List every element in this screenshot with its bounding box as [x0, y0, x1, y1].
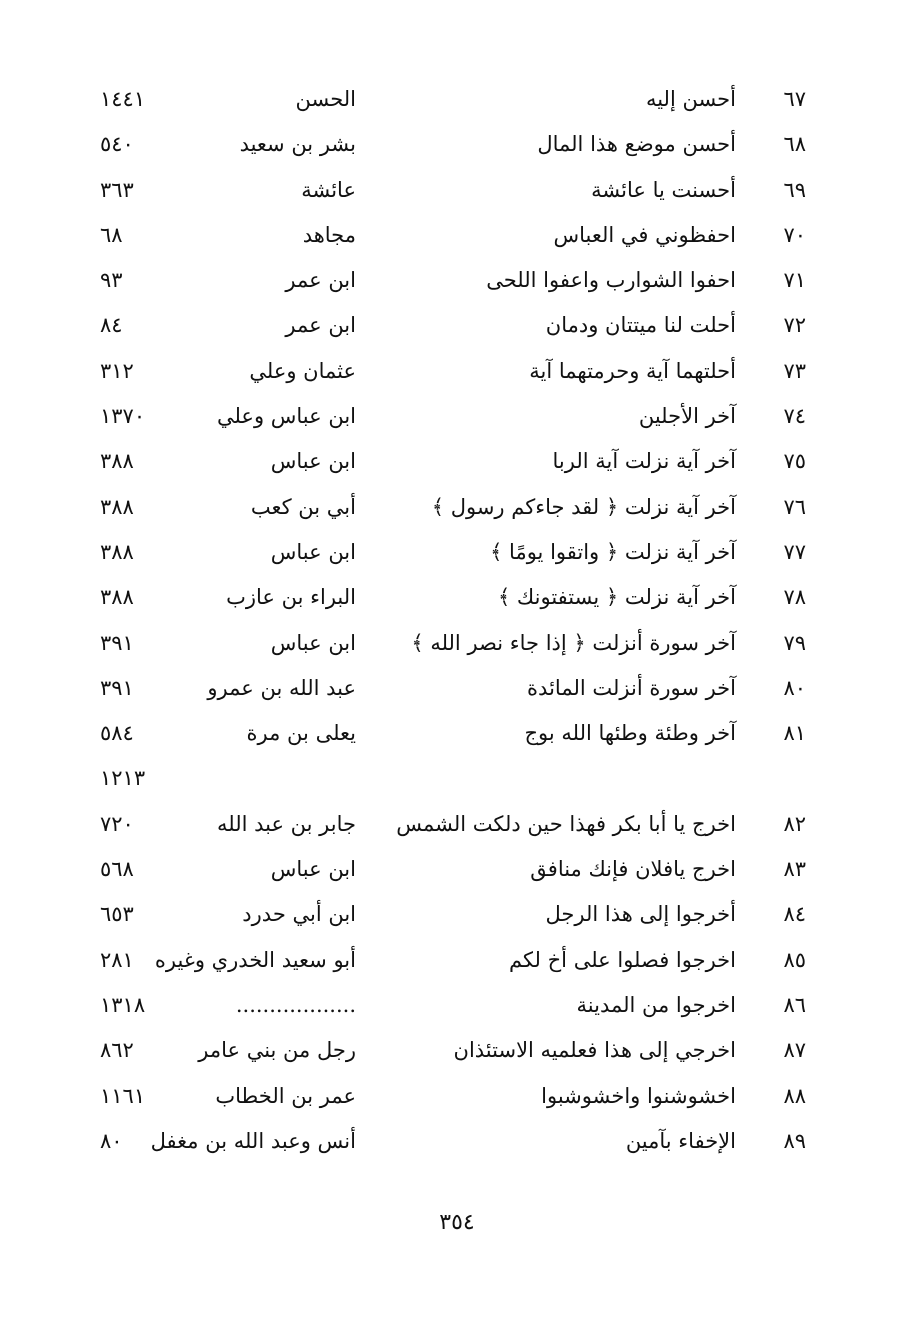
entry-title: اخرجوا فصلوا على أخ لكم: [508, 947, 736, 972]
entry-page: ١١٦١: [100, 1083, 146, 1108]
entry-number: ٨٨: [783, 1083, 806, 1108]
entry-page: ٣٨٨: [100, 539, 134, 564]
index-row: [100, 350, 820, 395]
entry-number: ٧٠: [783, 222, 806, 247]
entry-number: ٧٧: [783, 539, 806, 564]
index-row: [100, 259, 820, 304]
entry-narrator: عمر بن الخطاب: [215, 1083, 356, 1108]
continuation-page-ref: ١٢١٣: [100, 766, 146, 791]
entry-page: ٦٥٣: [100, 902, 134, 927]
entry-title: آخر سورة أنزلت المائدة: [527, 675, 736, 700]
index-row: [100, 984, 820, 1029]
entry-number: ٨٤: [783, 902, 806, 927]
index-row: [100, 622, 820, 667]
entry-narrator: ابن عباس: [270, 449, 356, 474]
entry-number: ٨٠: [783, 675, 806, 700]
entry-title: اخرج يافلان فإنك منافق: [530, 857, 736, 882]
entry-number: ٨٦: [783, 992, 806, 1017]
entry-number: ٧٩: [783, 630, 806, 655]
entry-title: الإخفاء بآمين: [625, 1128, 736, 1153]
entry-narrator: يعلى بن مرة: [246, 721, 356, 746]
entry-title: اخرجي إلى هذا فعلميه الاستئذان: [453, 1038, 736, 1063]
entry-number: ٨٥: [783, 947, 806, 972]
entry-narrator: ابن عباس وعلي: [216, 404, 356, 429]
entry-number: ٨٧: [783, 1038, 806, 1063]
entry-number: ٧٥: [783, 449, 806, 474]
entry-page: ٣٦٣: [100, 177, 134, 202]
index-row: [100, 848, 820, 893]
entry-number: ٨١: [783, 721, 806, 746]
entry-title: آخر الأجلين: [638, 404, 736, 429]
entry-narrator: ابن عمر: [285, 268, 356, 293]
entry-title: احفوا الشوارب واعفوا اللحى: [486, 268, 736, 293]
index-row: [100, 1075, 820, 1120]
entry-number: ٧٨: [783, 585, 806, 610]
entry-narrator: عائشة: [301, 177, 356, 202]
entry-number: ٦٧: [783, 87, 806, 111]
entry-narrator: عبد الله بن عمرو: [207, 675, 356, 700]
entry-page: ٥٤٠: [100, 132, 134, 157]
index-row: [100, 214, 820, 259]
entry-title: اخشوشنوا واخشوشبوا: [541, 1083, 736, 1108]
entry-page: ٣٨٨: [100, 494, 134, 519]
index-row: [100, 531, 820, 576]
entry-page: ٨٠: [100, 1128, 123, 1153]
entry-title: أحسنت يا عائشة: [591, 177, 736, 202]
entry-number: ٦٨: [783, 132, 806, 157]
entry-narrator: الحسن: [295, 87, 356, 111]
entry-number: ٦٩: [783, 177, 806, 202]
entry-page: ٣٩١: [100, 630, 134, 655]
entry-narrator: رجل من بني عامر: [198, 1038, 356, 1063]
entry-number: ٨٢: [783, 811, 806, 836]
entry-title: آخر آية نزلت ﴿ واتقوا يومًا ﴾: [490, 539, 736, 564]
entry-title: آخر آية نزلت ﴿ لقد جاءكم رسول ﴾: [431, 494, 736, 519]
entry-narrator: بشر بن سعيد: [239, 132, 356, 157]
entry-page: ٥٨٤: [100, 721, 134, 746]
entry-page: ١٣١٨: [100, 992, 146, 1017]
index-row: [100, 78, 820, 123]
entry-page: ٥٦٨: [100, 857, 134, 882]
entry-number: ٨٩: [783, 1128, 806, 1153]
entry-page: ٨٦٢: [100, 1038, 134, 1063]
index-row: [100, 803, 820, 848]
entry-title: أخرجوا إلى هذا الرجل: [545, 902, 736, 927]
entry-title: آخر آية نزلت آية الربا: [552, 449, 736, 474]
entry-page: ٧٢٠: [100, 811, 134, 836]
index-row: [100, 486, 820, 531]
entry-narrator: أبي بن كعب: [250, 494, 356, 519]
entry-number: ٧٢: [783, 313, 806, 338]
entry-title: اخرج يا أبا بكر فهذا حين دلكت الشمس: [396, 811, 736, 836]
entry-narrator: ..................: [235, 992, 356, 1017]
entry-narrator: أنس وعبد الله بن مغفل: [150, 1128, 356, 1153]
entry-narrator: مجاهد: [302, 222, 356, 247]
entry-page: ٣١٢: [100, 358, 134, 383]
entry-narrator: ابن أبي حدرد: [242, 902, 356, 927]
index-row: [100, 169, 820, 214]
entry-narrator: ابن عمر: [285, 313, 356, 338]
entry-page: ١٣٧٠: [100, 404, 146, 429]
entry-narrator: أبو سعيد الخدري وغيره: [154, 947, 356, 972]
entry-page: ١٤٤١: [100, 87, 146, 111]
index-row: [100, 576, 820, 621]
index-row: [100, 939, 820, 984]
entry-page: ٣٨٨: [100, 585, 134, 610]
entry-narrator: ابن عباس: [270, 630, 356, 655]
index-row: [100, 893, 820, 938]
entry-number: ٧١: [783, 268, 806, 293]
entry-title: احفظوني في العباس: [553, 222, 736, 247]
index-row: [100, 395, 820, 440]
continuation-page-row: [100, 757, 820, 802]
entry-title: آخر سورة أنزلت ﴿ إذا جاء نصر الله ﴾: [411, 630, 736, 655]
entry-title: أحلت لنا ميتتان ودمان: [545, 313, 736, 338]
index-row: [100, 712, 820, 757]
entry-page: ٦٨: [100, 222, 123, 247]
entry-narrator: جابر بن عبد الله: [216, 811, 356, 836]
index-row: [100, 440, 820, 485]
entry-narrator: عثمان وعلي: [249, 358, 356, 383]
index-row: [100, 1029, 820, 1074]
entry-page: ٨٤: [100, 313, 123, 338]
entry-narrator: البراء بن عازب: [226, 585, 356, 610]
page-number: ٣٥٤: [439, 1210, 475, 1235]
entry-number: ٨٣: [783, 857, 806, 882]
index-row: [100, 304, 820, 349]
entry-title: اخرجوا من المدينة: [576, 992, 736, 1017]
hadith-index-table: [100, 78, 820, 1165]
index-row: [100, 667, 820, 712]
entry-number: ٧٦: [783, 494, 806, 519]
entry-narrator: ابن عباس: [270, 539, 356, 564]
index-row: [100, 123, 820, 168]
entry-title: آخر وطئة وطئها الله بوج: [524, 721, 736, 746]
entry-title: أحسن موضع هذا المال: [537, 132, 736, 157]
index-row: [100, 1120, 820, 1165]
entry-number: ٧٣: [783, 358, 806, 383]
entry-title: أحلتهما آية وحرمتهما آية: [529, 358, 736, 383]
entry-narrator: ابن عباس: [270, 857, 356, 882]
entry-page: ٣٩١: [100, 675, 134, 700]
entry-page: ٢٨١: [100, 947, 134, 972]
entry-page: ٩٣: [100, 268, 123, 293]
entry-number: ٧٤: [783, 404, 806, 429]
entry-title: آخر آية نزلت ﴿ يستفتونك ﴾: [497, 585, 736, 610]
entry-page: ٣٨٨: [100, 449, 134, 474]
entry-title: أحسن إليه: [645, 87, 736, 111]
